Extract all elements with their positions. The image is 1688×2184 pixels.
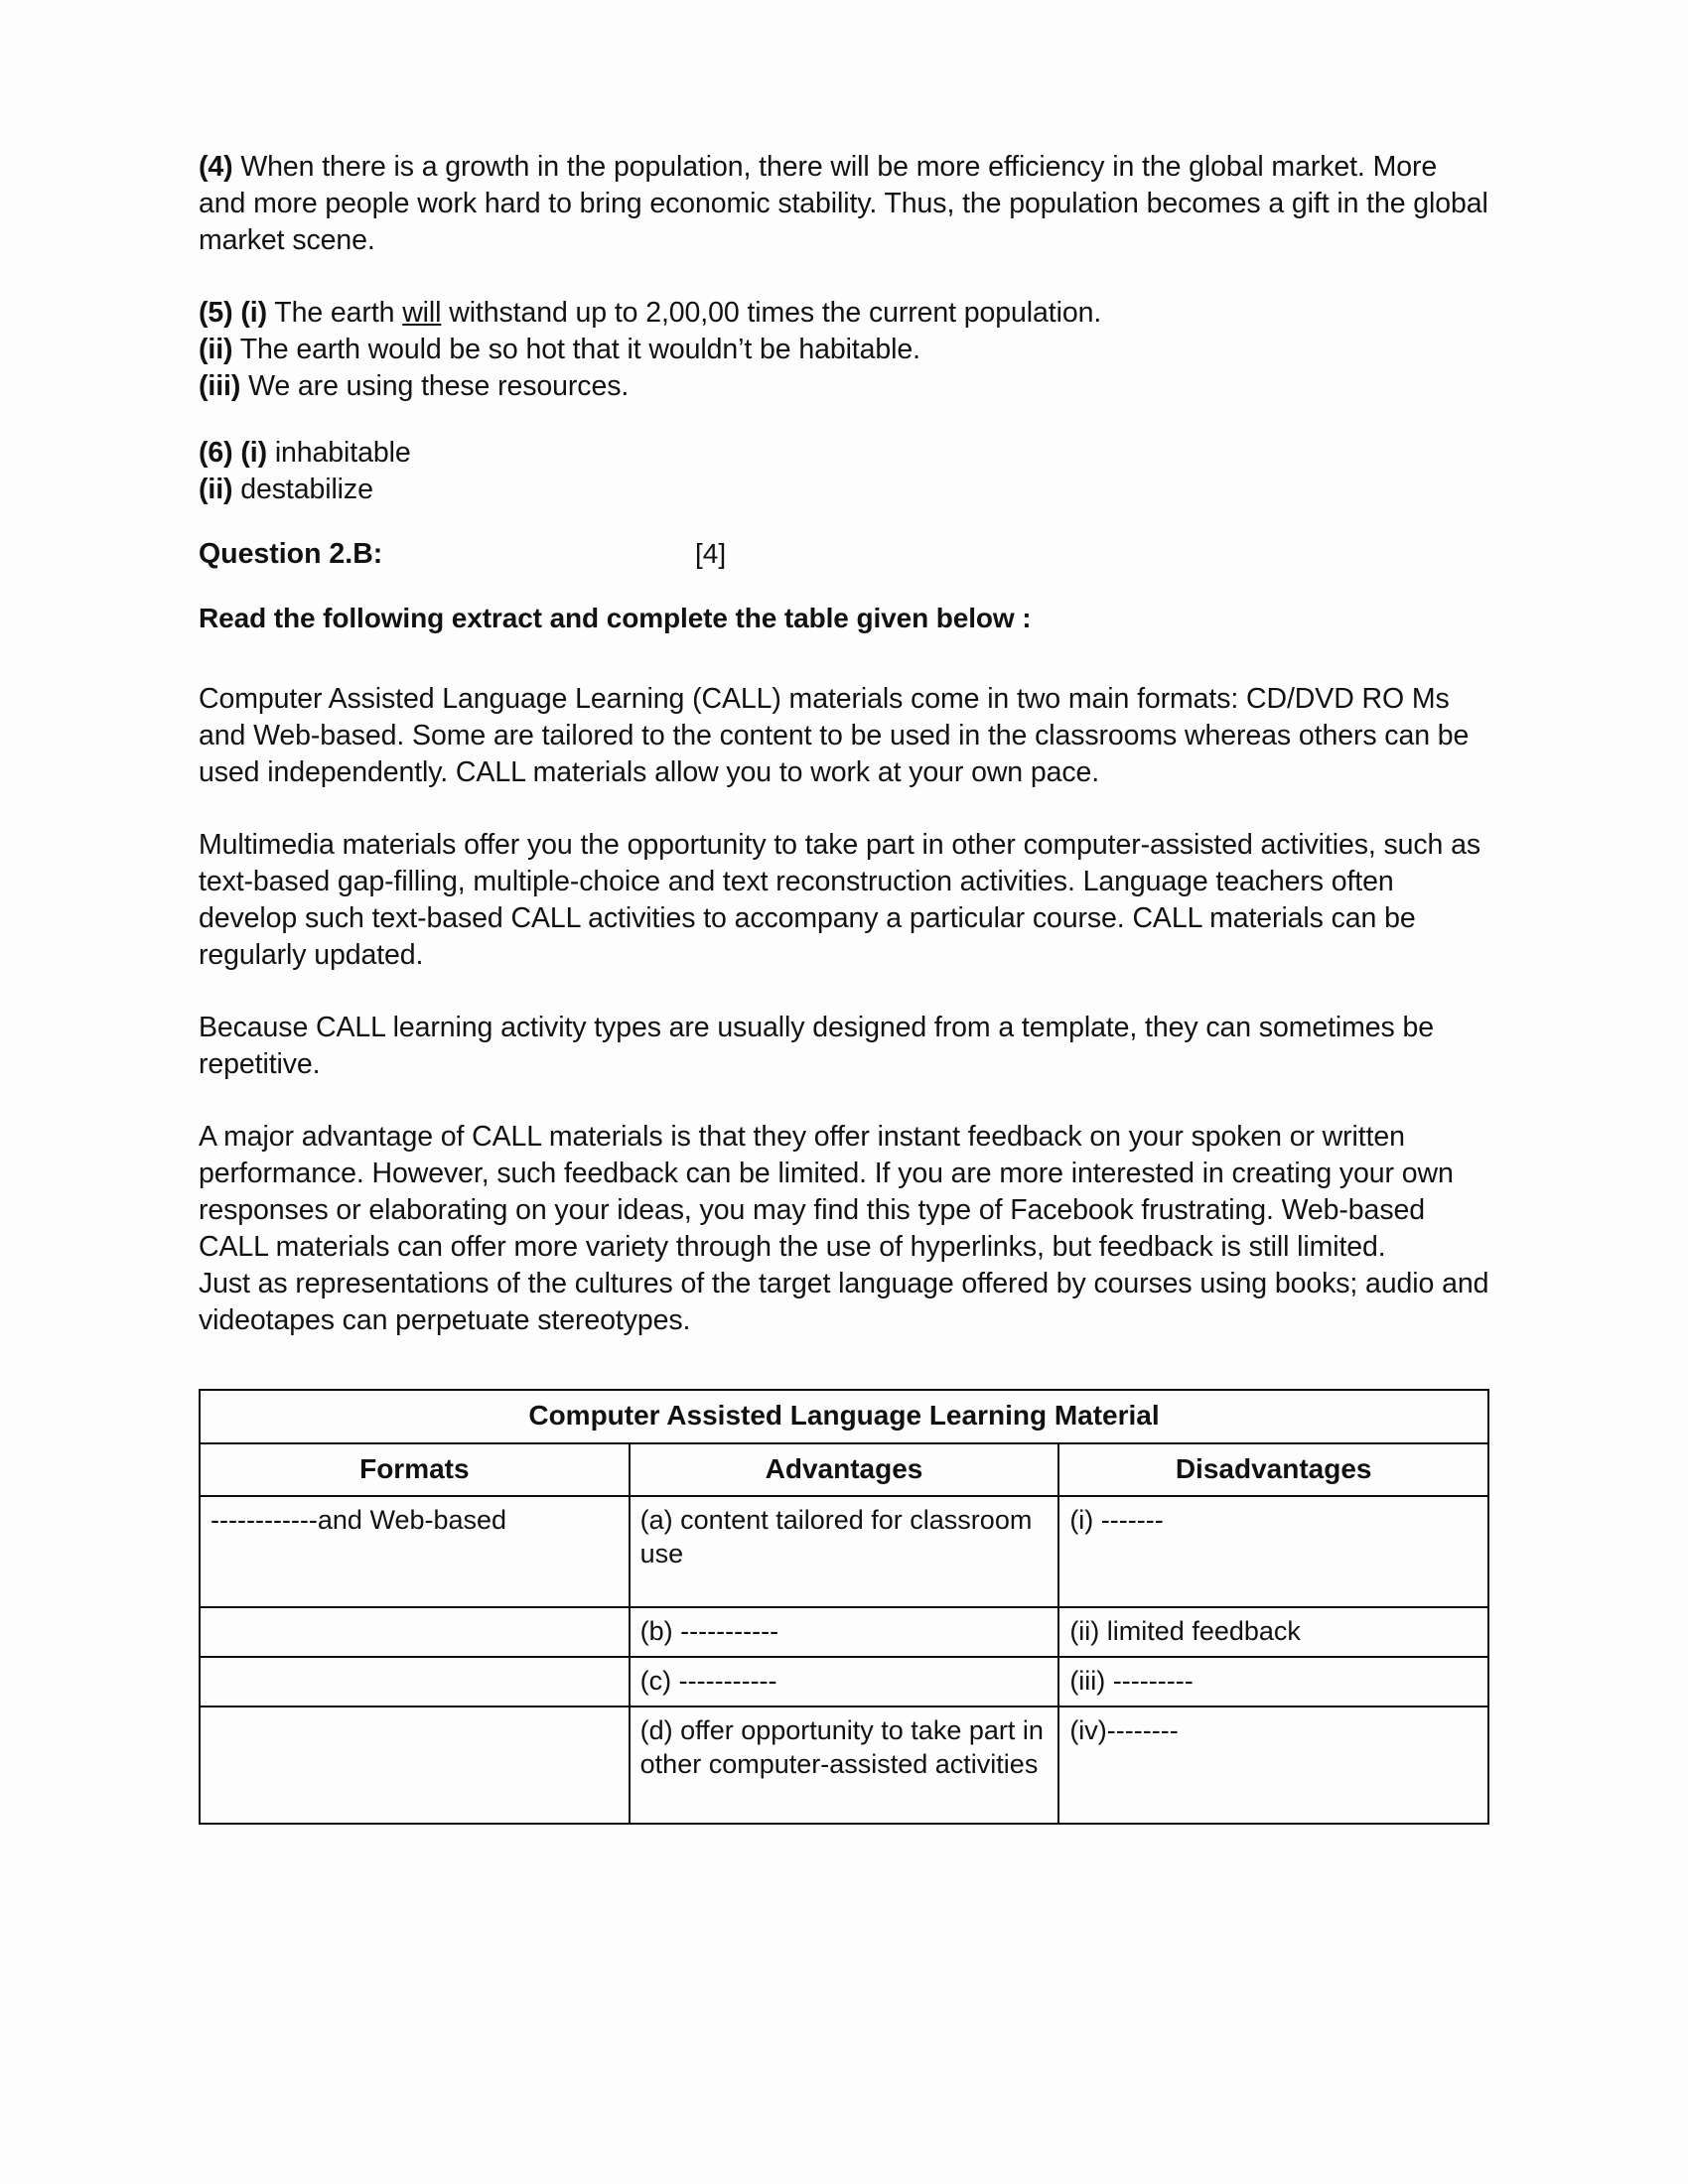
table-title-row: [200, 1390, 1488, 1442]
answer-5-label-iii: (iii): [199, 370, 241, 403]
answer-6-item-i: [199, 435, 1489, 472]
table-row: [200, 1657, 1488, 1706]
answer-number-6: (6): [199, 437, 233, 470]
answer-5-emphasis-will: will: [402, 297, 442, 330]
cell-formats-3: [200, 1657, 630, 1706]
answer-6-text-ii: destabilize: [240, 474, 373, 506]
extract-paragraph-5: Just as representations of the cultures of the target language offered by courses using books; audio and videotapes can perpetuate stereotypes.: [199, 1268, 1489, 1337]
cell-advantages-3: (c) -----------: [630, 1657, 1059, 1706]
question-instruction: Read the following extract and complete the table given below :: [199, 603, 1032, 634]
answer-6-label-i: (i): [240, 437, 267, 470]
answer-5-label-i: (i): [240, 297, 267, 330]
column-header-disadvantages: Disadvantages: [1058, 1443, 1488, 1496]
answer-5-item-i: [199, 295, 1489, 332]
table-title: Computer Assisted Language Learning Material: [200, 1390, 1488, 1442]
answer-5-text-ii: The earth would be so hot that it wouldn’t be habitable.: [239, 334, 920, 366]
cell-advantages-1: (a) content tailored for classroom use: [630, 1496, 1059, 1607]
table-row: [200, 1706, 1488, 1824]
table-head: [200, 1390, 1488, 1496]
answer-5-item-iii: [199, 368, 1489, 405]
cell-formats-1: ------------and Web-based: [200, 1496, 630, 1607]
question-heading-row: [199, 538, 1489, 571]
table-body: [200, 1496, 1488, 1824]
extract-paragraph-3: Because CALL learning activity types are usually designed from a template, they can sometimes be repetitive.: [199, 1012, 1434, 1081]
call-material-table: [199, 1389, 1489, 1825]
answer-5-text-i-post: withstand up to 2,00,00 times the current population.: [441, 297, 1102, 330]
spacer: [199, 508, 1489, 538]
cell-formats-2: [200, 1607, 630, 1657]
spacer: [199, 1339, 1489, 1383]
spacer: [199, 791, 1489, 827]
extract-paragraph-4: A major advantage of CALL materials is that they offer instant feedback on your spoken or written performance. However, such feedback can be limited. If you are more interested in creating your own responses or elaborating on your ideas, you may find this type of Facebook frustrating. Web-based CALL materials can offer more variety through the use of hyperlinks, but feedback is still limited.: [199, 1121, 1454, 1264]
column-header-advantages: Advantages: [630, 1443, 1059, 1496]
cell-disadvantages-3: (iii) ---------: [1058, 1657, 1488, 1706]
answer-text-4: When there is a growth in the population, there will be more efficiency in the global market. More and more people work hard to bring economic stability. Thus, the population becomes a gift in the global market scene.: [199, 151, 1488, 257]
extract-paragraph-2: Multimedia materials offer you the opportunity to take part in other computer-assisted activities, such as text-based gap-filling, multiple-choice and text reconstruction activities. Language teachers often develop such text-based CALL activities to accompany a particular course. CALL materials can be regularly updated.: [199, 828, 1480, 972]
cell-advantages-2: (b) -----------: [630, 1607, 1059, 1657]
answer-6-text-i: inhabitable: [274, 437, 411, 470]
spacer: [199, 259, 1489, 295]
answer-6-item-ii: [199, 472, 1489, 508]
page-content: [199, 149, 1489, 1825]
table-row: [200, 1496, 1488, 1607]
answer-5-text-iii: We are using these resources.: [248, 370, 630, 403]
spacer: [199, 637, 1489, 681]
table-row: [200, 1607, 1488, 1657]
cell-advantages-4: (d) offer opportunity to take part in other computer-assisted activities: [630, 1706, 1059, 1824]
spacer: [199, 1083, 1489, 1119]
cell-disadvantages-1: (i) -------: [1058, 1496, 1488, 1607]
answer-number-5: (5): [199, 297, 233, 330]
question-marks: [4]: [695, 538, 727, 570]
answer-5-item-ii: [199, 332, 1489, 368]
answer-block-5: [199, 295, 1489, 405]
answer-paragraph-4: [199, 149, 1489, 259]
cell-disadvantages-2: (ii) limited feedback: [1058, 1607, 1488, 1657]
spacer: [199, 974, 1489, 1010]
answer-number-4: (4): [199, 151, 233, 183]
spacer: [199, 571, 1489, 601]
answer-block-6: [199, 435, 1489, 508]
answer-6-label-ii: (ii): [199, 474, 233, 506]
spacer: [199, 405, 1489, 435]
cell-formats-4: [200, 1706, 630, 1824]
table-header-row: [200, 1443, 1488, 1496]
question-title: Question 2.B:: [199, 538, 383, 571]
cell-disadvantages-4: (iv)--------: [1058, 1706, 1488, 1824]
extract-paragraph-1: Computer Assisted Language Learning (CALL) materials come in two main formats: CD/DVD RO Ms and Web-based. Some are tailored to the content to be used in the classrooms whereas others can be used independently. CALL materials allow you to work at your own pace.: [199, 682, 1470, 788]
answer-5-label-ii: (ii): [199, 334, 233, 366]
column-header-formats: Formats: [200, 1443, 630, 1496]
answer-5-text-i-pre: The earth: [274, 297, 403, 330]
